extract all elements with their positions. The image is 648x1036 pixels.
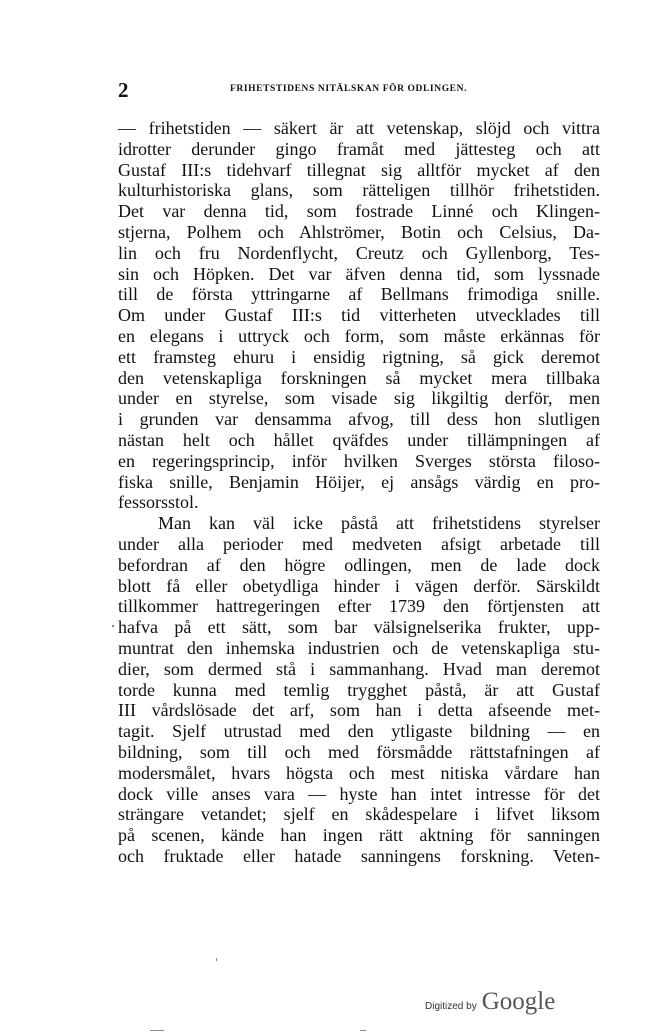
text-line: under en styrelse, som visade sig likgiltig derför, men <box>118 388 600 409</box>
text-line: strängare vetandet; sjelf en skådespelare i lifvet liksom <box>118 804 600 825</box>
scan-edge-mark <box>150 1030 164 1031</box>
text-line: Man kan väl icke påstå att frihetstidens styrelser <box>158 513 600 534</box>
text-line: kulturhistoriska glans, som rätteligen tillhör frihetstiden. <box>118 180 600 201</box>
text-line: fessorsstol. <box>118 492 199 513</box>
text-line: modersmålet, hvars högsta och mest nitiska vårdare han <box>118 762 600 783</box>
paragraph-1 <box>118 118 600 513</box>
text-line: bildning, som till och med försmådde rättstafningen af <box>118 741 600 762</box>
digitized-by-google <box>425 988 600 1028</box>
text-line: den vetenskapliga forskningen så mycket mera tillbaka <box>118 367 600 388</box>
text-line: på scenen, kände han ingen rätt aktning för sanningen <box>118 825 600 846</box>
text-line: III vårdslösade det arf, som han i detta afseende met- <box>118 700 600 721</box>
digitized-label: Digitized by <box>425 1001 477 1012</box>
scan-edge-mark <box>360 1030 366 1031</box>
scan-speck <box>112 625 114 627</box>
text-line: nästan helt och hållet qväfdes under tillämpningen af <box>118 429 600 450</box>
text-line: tagit. Sjelf utrustad med den ytligaste bildning — en <box>118 721 600 742</box>
text-line: i grunden var densamma afvog, till dess hon slutligen <box>118 409 600 430</box>
page-number: 2 <box>118 78 129 102</box>
text-line: torde kunna med temlig trygghet påstå, är att Gustaf <box>118 679 600 700</box>
google-logo: Google <box>481 988 556 1015</box>
text-line: ett framsteg ehuru i ensidig rigtning, så gick deremot <box>118 346 600 367</box>
text-line: sin och Höpken. Det var äfven denna tid, som lyssnade <box>118 263 600 284</box>
running-title: FRIHETSTIDENS NITÄLSKAN FÖR ODLINGEN. <box>230 84 468 94</box>
text-line: stjerna, Polhem och Ahlströmer, Botin och Celsius, Da- <box>118 221 600 242</box>
text-line: och fruktade eller hatade sanningens forskning. Veten- <box>118 845 600 866</box>
text-line: Om under Gustaf III:s tid vitterheten utvecklades till <box>118 305 600 326</box>
text-line: under alla perioder med medveten afsigt arbetade till <box>118 533 600 554</box>
page-header <box>118 78 600 102</box>
text-line: lin och fru Nordenflycht, Creutz och Gyllenborg, Tes- <box>118 242 600 263</box>
text-line: befordran af den högre odlingen, men de lade dock <box>118 554 600 575</box>
text-line: en regeringsprincip, inför hvilken Sverges största filoso- <box>118 450 600 471</box>
body-text <box>118 118 600 867</box>
text-line: blott få eller obetydliga hinder i vägen derför. Särskildt <box>118 575 600 596</box>
text-line: idrotter derunder gingo framåt med jättesteg och att <box>118 138 600 159</box>
text-line: muntrat den inhemska industrien och de vetenskapliga stu- <box>118 637 600 658</box>
scan-speck <box>216 958 217 961</box>
text-line: dier, som dermed stå i sammanhang. Hvad man deremot <box>118 658 600 679</box>
text-line: — frihetstiden — säkert är att vetenskap, slöjd och vittra <box>118 118 600 138</box>
text-line: Det var denna tid, som fostrade Linné och Klingen- <box>118 201 600 222</box>
text-line: en elegans i uttryck och form, som måste erkännas för <box>118 325 600 346</box>
paragraph-2 <box>118 513 600 867</box>
text-line: tillkommer hattregeringen efter 1739 den förtjensten att <box>118 596 600 617</box>
text-line: hafva på ett sätt, som bar välsignelserika frukter, upp- <box>118 617 600 638</box>
text-line: Gustaf III:s tidehvarf tillegnat sig alltför mycket af den <box>118 159 600 180</box>
text-line: till de första yttringarne af Bellmans frimodiga snille. <box>118 284 600 305</box>
text-line: fiska snille, Benjamin Höijer, ej ansågs värdig en pro- <box>118 471 600 492</box>
text-line: dock ville anses vara — hyste han intet intresse för det <box>118 783 600 804</box>
